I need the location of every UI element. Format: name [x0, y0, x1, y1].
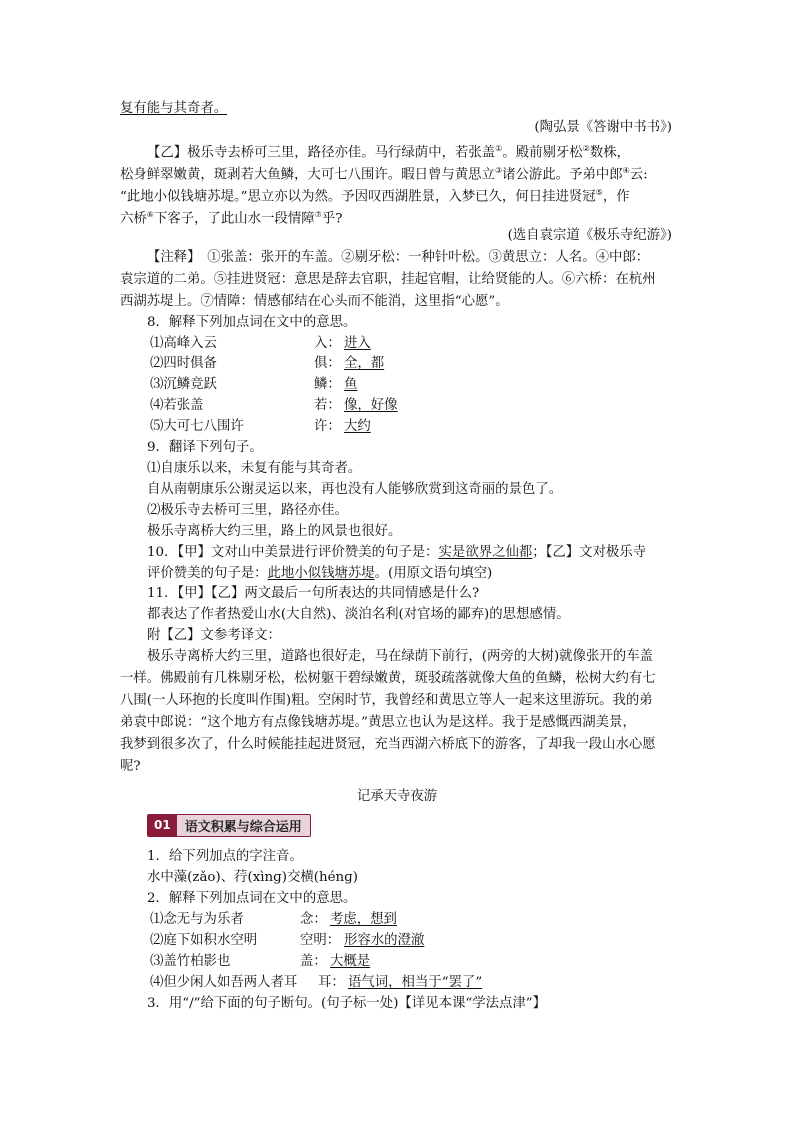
footnote-mark: ⑤ [595, 188, 603, 197]
footnote-mark: ⑥ [146, 210, 154, 219]
item-key: 俱： [314, 356, 341, 371]
text-span: 10．【甲】文对山中美景进行评价赞美的句子是： [147, 545, 439, 560]
footnote-mark: ② [582, 144, 590, 153]
question-1: 1．给下列加点的字注音。 [147, 849, 303, 864]
item-answer: 大约 [344, 419, 371, 434]
item-answer: 都表达了作者热爱山水(大自然)、淡泊名利(对官场的鄙弃)的思想感情。 [147, 607, 570, 622]
item-answer: 大概是 [330, 954, 371, 969]
badge-label: 语文积累与综合运用 [184, 820, 302, 835]
item-label: ⑷若张盖 [150, 398, 204, 413]
item-label: ⑶盖竹柏影也 [150, 954, 231, 969]
text-span: 乎? [321, 211, 343, 227]
item-label: ⑵庭下如积水空明 [150, 933, 258, 948]
item-key: 耳： [318, 975, 345, 990]
item-key: 盖： [300, 954, 327, 969]
translation-line: 八围(一人环抱的长度叫作围)粗。空闲时节，我曾经和黄思立等人一起来这里游玩。我的弟 [120, 693, 653, 708]
footnote-mark: ③ [494, 166, 503, 175]
item-label: ⑸大可七八围许 [150, 419, 244, 434]
source-citation: (陶弘景《答谢中书书》) [534, 120, 672, 135]
text-span: 。殿前剔牙松 [502, 145, 583, 161]
item-label: ⑵极乐寺去桥可三里，路径亦佳。 [147, 503, 348, 518]
item-answer: 此地小似钱塘苏堤 [267, 566, 375, 581]
annotation-line: 西湖苏堤上。⑦情障：情感郁结在心头而不能消，这里指“心愿”。 [120, 294, 509, 309]
translation-line: 弟袁中郎说：“这个地方有点像钱塘苏堤。”黄思立也认为是这样。我于是感慨西湖美景， [120, 715, 636, 730]
item-answer: 鱼 [344, 377, 358, 392]
badge-number: 01 [148, 815, 177, 836]
question-2: 2．解释下列加点词在文中的意思。 [147, 891, 357, 906]
item-answer: 进入 [344, 336, 371, 351]
text-span: 云: [629, 167, 648, 183]
footnote-mark: ① [495, 144, 503, 153]
item-answer: 像，好像 [344, 398, 398, 413]
item-answer: 形容水的澄澈 [344, 933, 425, 948]
item-answer: 全，都 [344, 356, 385, 371]
item-answer: 自从南朝康乐公谢灵运以来，再也没有人能够欣赏到这奇丽的景色了。 [147, 482, 563, 497]
text-line [147, 140, 630, 162]
translation-line: 我梦到很多次了，什么时候能挂起进贤冠，充当西湖六桥底下的游客，了却我一段山水心愿 [120, 737, 656, 752]
question-10-cont [147, 565, 492, 583]
text-line [120, 162, 648, 184]
item-label: ⑴自康乐以来，未复有能与其奇者。 [147, 461, 362, 476]
translation-line: 呢? [120, 759, 141, 774]
text-span: “此地小似钱塘苏堤。”思立亦以为然。予因叹西湖胜景，入梦已久，何日挂进贤冠 [120, 189, 596, 205]
item-key: 入： [314, 336, 341, 351]
text-span: 【乙】极乐寺去桥可三里，路径亦佳。马行绿荫中，若张盖 [147, 145, 496, 161]
text-span: 松身鲜翠嫩黄，斑剥若大鱼鳞，大可七八围许。暇日曾与黄思立 [120, 167, 495, 183]
appendix-heading: 附【乙】文参考译文： [147, 628, 281, 643]
text-span: 评价赞美的句子是： [147, 566, 268, 581]
item-label: ⑴高峰入云 [150, 336, 217, 351]
item-key: 许： [314, 419, 341, 434]
item-key: 空明： [300, 933, 341, 948]
question-8: 8．解释下列加点词在文中的意思。 [147, 315, 357, 330]
section-badge [147, 814, 311, 837]
text-span: 。(用原文语句填空) [374, 566, 493, 581]
text-span: 下客子，了此山水一段情障 [153, 211, 315, 227]
question-3: 3．用“/”给下面的句子断句。(句子标一处)【详见本课“学法点津”】 [147, 996, 547, 1011]
item-answer: 极乐寺离桥大约三里，路上的风景也很好。 [147, 524, 402, 539]
item-key: 念： [300, 912, 327, 927]
translation-line: 一样。佛殿前有几株剔牙松，松树躯干碧绿嫩黄，斑驳疏落就像大鱼的鱼鳞，松树大约有七 [120, 671, 656, 686]
item-key: 鳞： [314, 377, 341, 392]
section-title: 记承天寺夜游 [356, 789, 438, 804]
question-11: 11．【甲】【乙】两文最后一句所表达的共同情感是什么? [147, 586, 480, 601]
item-answer: 考虑，想到 [330, 912, 397, 927]
footnote-mark: ④ [622, 166, 630, 175]
footnote-mark: ⑦ [314, 210, 322, 219]
annotation-line: 袁宗道的二弟。⑤挂进贤冠：意思是辞去官职，挂起官帽，让给贤能的人。⑥六桥：在杭州 [120, 272, 656, 287]
text-line: 复有能与其奇者。 [120, 101, 228, 116]
item-label: ⑴念无与为乐者 [150, 912, 244, 927]
annotation-line: 【注释】 ①张盖：张开的车盖。②剔牙松：一种针叶松。③黄思立：人名。④中郎： [147, 250, 650, 265]
text-span: 数株， [589, 145, 631, 161]
question-10 [147, 544, 646, 562]
translation-line: 极乐寺离桥大约三里，道路也很好走，马在绿荫下前行，(两旁的大树)就像张开的车盖 [147, 649, 653, 664]
item-key: 若： [314, 398, 341, 413]
text-span: 诸公游此。予弟中郎 [502, 167, 623, 183]
item-label: ⑶沉鳞竞跃 [150, 377, 217, 392]
item-label: ⑵四时俱备 [150, 356, 217, 371]
item-answer: 水中藻(zǎo)、荇(xìnɡ)交横(hénɡ) [147, 870, 358, 885]
text-span: ，作 [602, 189, 630, 205]
text-span: 六桥 [120, 211, 147, 227]
item-answer: 实是欲界之仙都 [438, 545, 533, 560]
source-citation: (选自袁宗道《极乐寺纪游》) [507, 228, 672, 243]
item-answer: 语气词，相当于“罢了” [348, 975, 483, 990]
text-line [120, 184, 630, 206]
text-span: ；【乙】文对极乐寺 [532, 545, 647, 560]
item-label: ⑷但少闲人如吾两人者耳 [150, 975, 298, 990]
text-line [120, 206, 342, 228]
question-9: 9．翻译下列句子。 [147, 440, 263, 455]
